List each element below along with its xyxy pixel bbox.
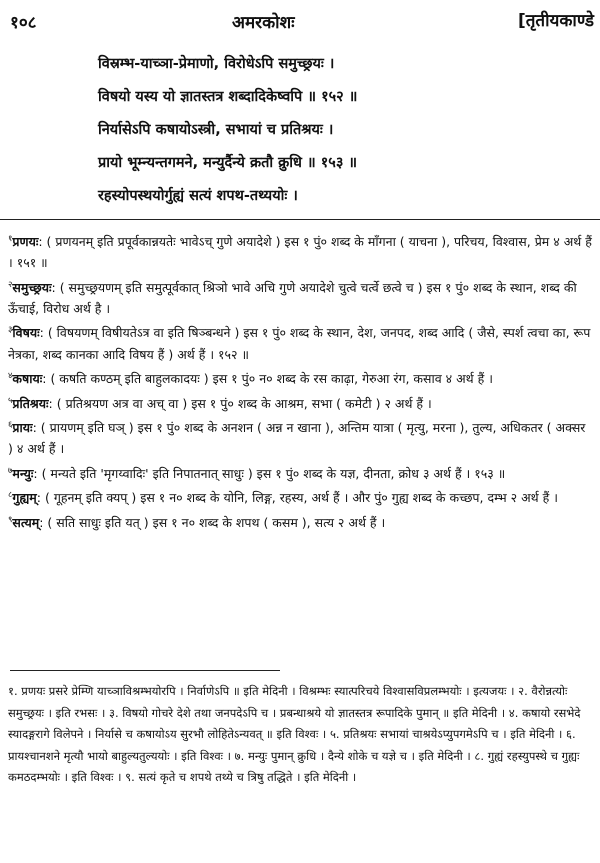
note-number: ९ [8, 514, 13, 525]
footnotes: १. प्रणयः प्रसरे प्रेम्णि याच्ञाविश्रम्भयोरपि । निर्वाणेऽपि ॥ इति मेदिनी । विश्रम्भः स्यात्परिचये विश्वासविप्रलम्भयोः । इत्यजयः । २. वैरोन्नत्योः समुच्छ्रयः । इति रभसः । ३. विषयो गोचरे देशे तथा जनपदेऽपि च । प्रबन्धाश्रये यो ज्ञातस्तत्र रूपादिके पुमान् ॥ इति मेदिनी । ४. कषायो रसभेदे स्यादङ्गरागे विलेपने । निर्यासे च कषायोऽय सुरभौ लोहितेऽन्यवत् ॥ इति विश्वः । ५. प्रतिश्रयः सभायां चाश्रयेऽप्युपगमेऽपि च । इति मेदिनी । ६. प्रायश्चानशने मृत्यौ भायो बाहुल्यतुल्ययोः । इति विश्वः । ७. मन्युः पुमान् क्रुधि । दैन्ये शोके च यज्ञे च । इति मेदिनी । ८. गुह्यं रहस्युपस्थे च गुह्यः कमठदम्भयोः । इति विश्वः । ९. सत्यं कृते च शपथे तथ्ये च त्रिषु तद्धिते । इति मेदिनी । [8, 684, 581, 785]
note-headword: सत्यम् [12, 514, 40, 530]
commentary-notes [8, 231, 593, 536]
commentary-note: $^१$प्रणयः: ( प्रणयनम् इति प्रपूर्वकान्नयतेः भावेऽच् गुणे अयादेशे ) इस १ पुं० शब्द के माँगना ( याचना ), परिचय, विश्वास, प्रेम ४ अर्थ हैं । १५१ ॥ [8, 233, 592, 271]
verse-line: निर्यासेऽपि कषायोऽस्त्री, सभायां च प्रतिश्रयः । [98, 122, 334, 138]
note-number: ३ [8, 325, 13, 336]
note-number: ७ [8, 465, 13, 476]
note-text: ( प्रतिश्रयण अत्र वा अच् वा ) इस १ पुं० शब्द के आश्रम, सभा ( कमेटी ) २ अर्थ हैं । [56, 395, 432, 411]
note-number: १ [8, 233, 13, 244]
footnote-divider [10, 670, 280, 671]
note-text: ( मन्यते इति 'मृगय्वादिः' इति निपातनात् साधुः ) इस १ पुं० शब्द के यज्ञ, दीनता, क्रोध ३ अर्थ हैं । १५३ ॥ [41, 465, 506, 481]
verse-line: विस्रम्भ-याच्ञा-प्रेमाणो, विरोधेऽपि समुच्छ्रयः । [98, 56, 335, 72]
page-number: १०८ [10, 13, 37, 33]
note-text: ( प्रायणम् इति घञ् ) इस १ पुं० शब्द के अनशन ( अन्न न खाना ), अन्तिम यात्रा ( मृत्यु, मरना ), तुल्य, अधिकतर ( अक्सर ) ४ अर्थ हैं । [8, 420, 586, 457]
note-headword: समुच्छ्रयः [12, 279, 52, 295]
commentary-note: $^३$विषयः: ( विषयणम् विषीयतेऽत्र वा इति षिञ्बन्धने ) इस १ पुं० शब्द के स्थान, देश, जनपद, शब्द आदि ( जैसे, स्पर्श त्वचा का, रूप नेत्रका, शब्द कानका आदि विषय हैं ) अर्थ हैं । १५२ ॥ [8, 325, 591, 362]
note-headword: प्रायः [12, 420, 33, 436]
verse-line: रहस्योपस्थयोर्गुह्यं सत्यं शपथ-तथ्ययोः । [98, 188, 298, 204]
verse-block [98, 48, 558, 213]
note-text: ( प्रणयनम् इति प्रपूर्वकान्नयतेः भावेऽच् गुणे अयादेशे ) इस १ पुं० शब्द के माँगना ( याचना ), परिचय, विश्वास, प्रेम ४ अर्थ हैं । १५१ ॥ [8, 234, 592, 271]
note-number: ५ [8, 395, 13, 406]
note-number: ८ [8, 490, 13, 501]
commentary-note: $^८$गुह्यम्: ( गूहनम् इति क्यप् ) इस १ न० शब्द के योनि, लिङ्ग, रहस्य, अर्थ हैं । और पुं० गुह्य शब्द के कच्छप, दम्भ २ अर्थ हैं । [8, 490, 558, 506]
note-headword: गुह्यम् [12, 490, 37, 506]
book-title: अमरकोशः [232, 13, 295, 33]
note-headword: प्रतिश्रयः [12, 395, 49, 411]
note-number: २ [8, 279, 13, 290]
note-text: ( गूहनम् इति क्यप् ) इस १ न० शब्द के योनि, लिङ्ग, रहस्य, अर्थ हैं । और पुं० गुह्य शब्द के कच्छप, दम्भ २ अर्थ हैं । [44, 490, 558, 506]
note-text: ( विषयणम् विषीयतेऽत्र वा इति षिञ्बन्धने ) इस १ पुं० शब्द के स्थान, देश, जनपद, शब्द आदि ( जैसे, स्पर्श त्वचा का, रूप नेत्रका, शब्द कानका आदि विषय हैं ) अर्थ हैं । १५२ ॥ [8, 325, 591, 362]
note-number: ४ [8, 370, 13, 381]
verse-line: विषयो यस्य यो ज्ञातस्तत्र शब्दादिकेष्वपि ॥ १५२ ॥ [98, 89, 358, 105]
note-headword: मन्युः [12, 465, 34, 481]
verse-line: प्रायो भूम्न्यन्तगमने, मन्युर्दैन्ये क्रतौ क्रुधि ॥ १५३ ॥ [98, 155, 358, 171]
commentary-note: $^४$कषायः: ( कषति कण्ठम् इति बाहुलकादयः ) इस १ पुं० न० शब्द के रस काढ़ा, गेरुआ रंग, कसाव ४ अर्थ हैं । [8, 370, 493, 387]
note-text: ( सति साधुः इति यत् ) इस १ न० शब्द के शपथ ( कसम ), सत्य २ अर्थ हैं । [47, 514, 386, 530]
commentary-note: $^५$प्रतिश्रयः: ( प्रतिश्रयण अत्र वा अच् वा ) इस १ पुं० शब्द के आश्रम, सभा ( कमेटी ) २ अर्थ हैं । [8, 395, 432, 411]
note-text: ( समुच्छ्रयणम् इति समुत्पूर्वकात् श्रिञो भावे अचि गुणे अयादेशे चुत्वे चर्त्वे छत्वे च ) इस १ पुं० शब्द के स्थान, शब्द की ऊँचाई, विरोध अर्थ है । [8, 279, 577, 316]
note-number: ६ [8, 419, 13, 430]
note-text: ( कषति कण्ठम् इति बाहुलकादयः ) इस १ पुं० न० शब्द के रस काढ़ा, गेरुआ रंग, कसाव ४ अर्थ हैं । [50, 371, 493, 387]
commentary-note: $^२$समुच्छ्रयः: ( समुच्छ्रयणम् इति समुत्पूर्वकात् श्रिञो भावे अचि गुणे अयादेशे चुत्वे चर्त्वे छत्वे च ) इस १ पुं० शब्द के स्थान, शब्द की ऊँचाई, विरोध अर्थ है । [8, 279, 577, 316]
section-divider [0, 219, 600, 220]
commentary-note: $^७$मन्युः: ( मन्यते इति 'मृगय्वादिः' इति निपातनात् साधुः ) इस १ पुं० शब्द के यज्ञ, दीनता, क्रोध ३ अर्थ हैं । १५३ ॥ [8, 465, 506, 481]
note-headword: प्रणयः [12, 234, 39, 249]
note-headword: विषयः [12, 325, 40, 341]
page-header [6, 4, 594, 34]
commentary-note: $^६$प्रायः: ( प्रायणम् इति घञ् ) इस १ पुं० शब्द के अनशन ( अन्न न खाना ), अन्तिम यात्रा ( मृत्यु, मरना ), तुल्य, अधिकतर ( अक्सर ) ४ अर्थ हैं । [8, 419, 586, 457]
section-title: [तृतीयकाण्डे [517, 11, 594, 31]
commentary-note: $^९$सत्यम्: ( सति साधुः इति यत् ) इस १ न० शब्द के शपथ ( कसम ), सत्य २ अर्थ हैं । [8, 514, 386, 530]
note-headword: कषायः [12, 371, 43, 387]
